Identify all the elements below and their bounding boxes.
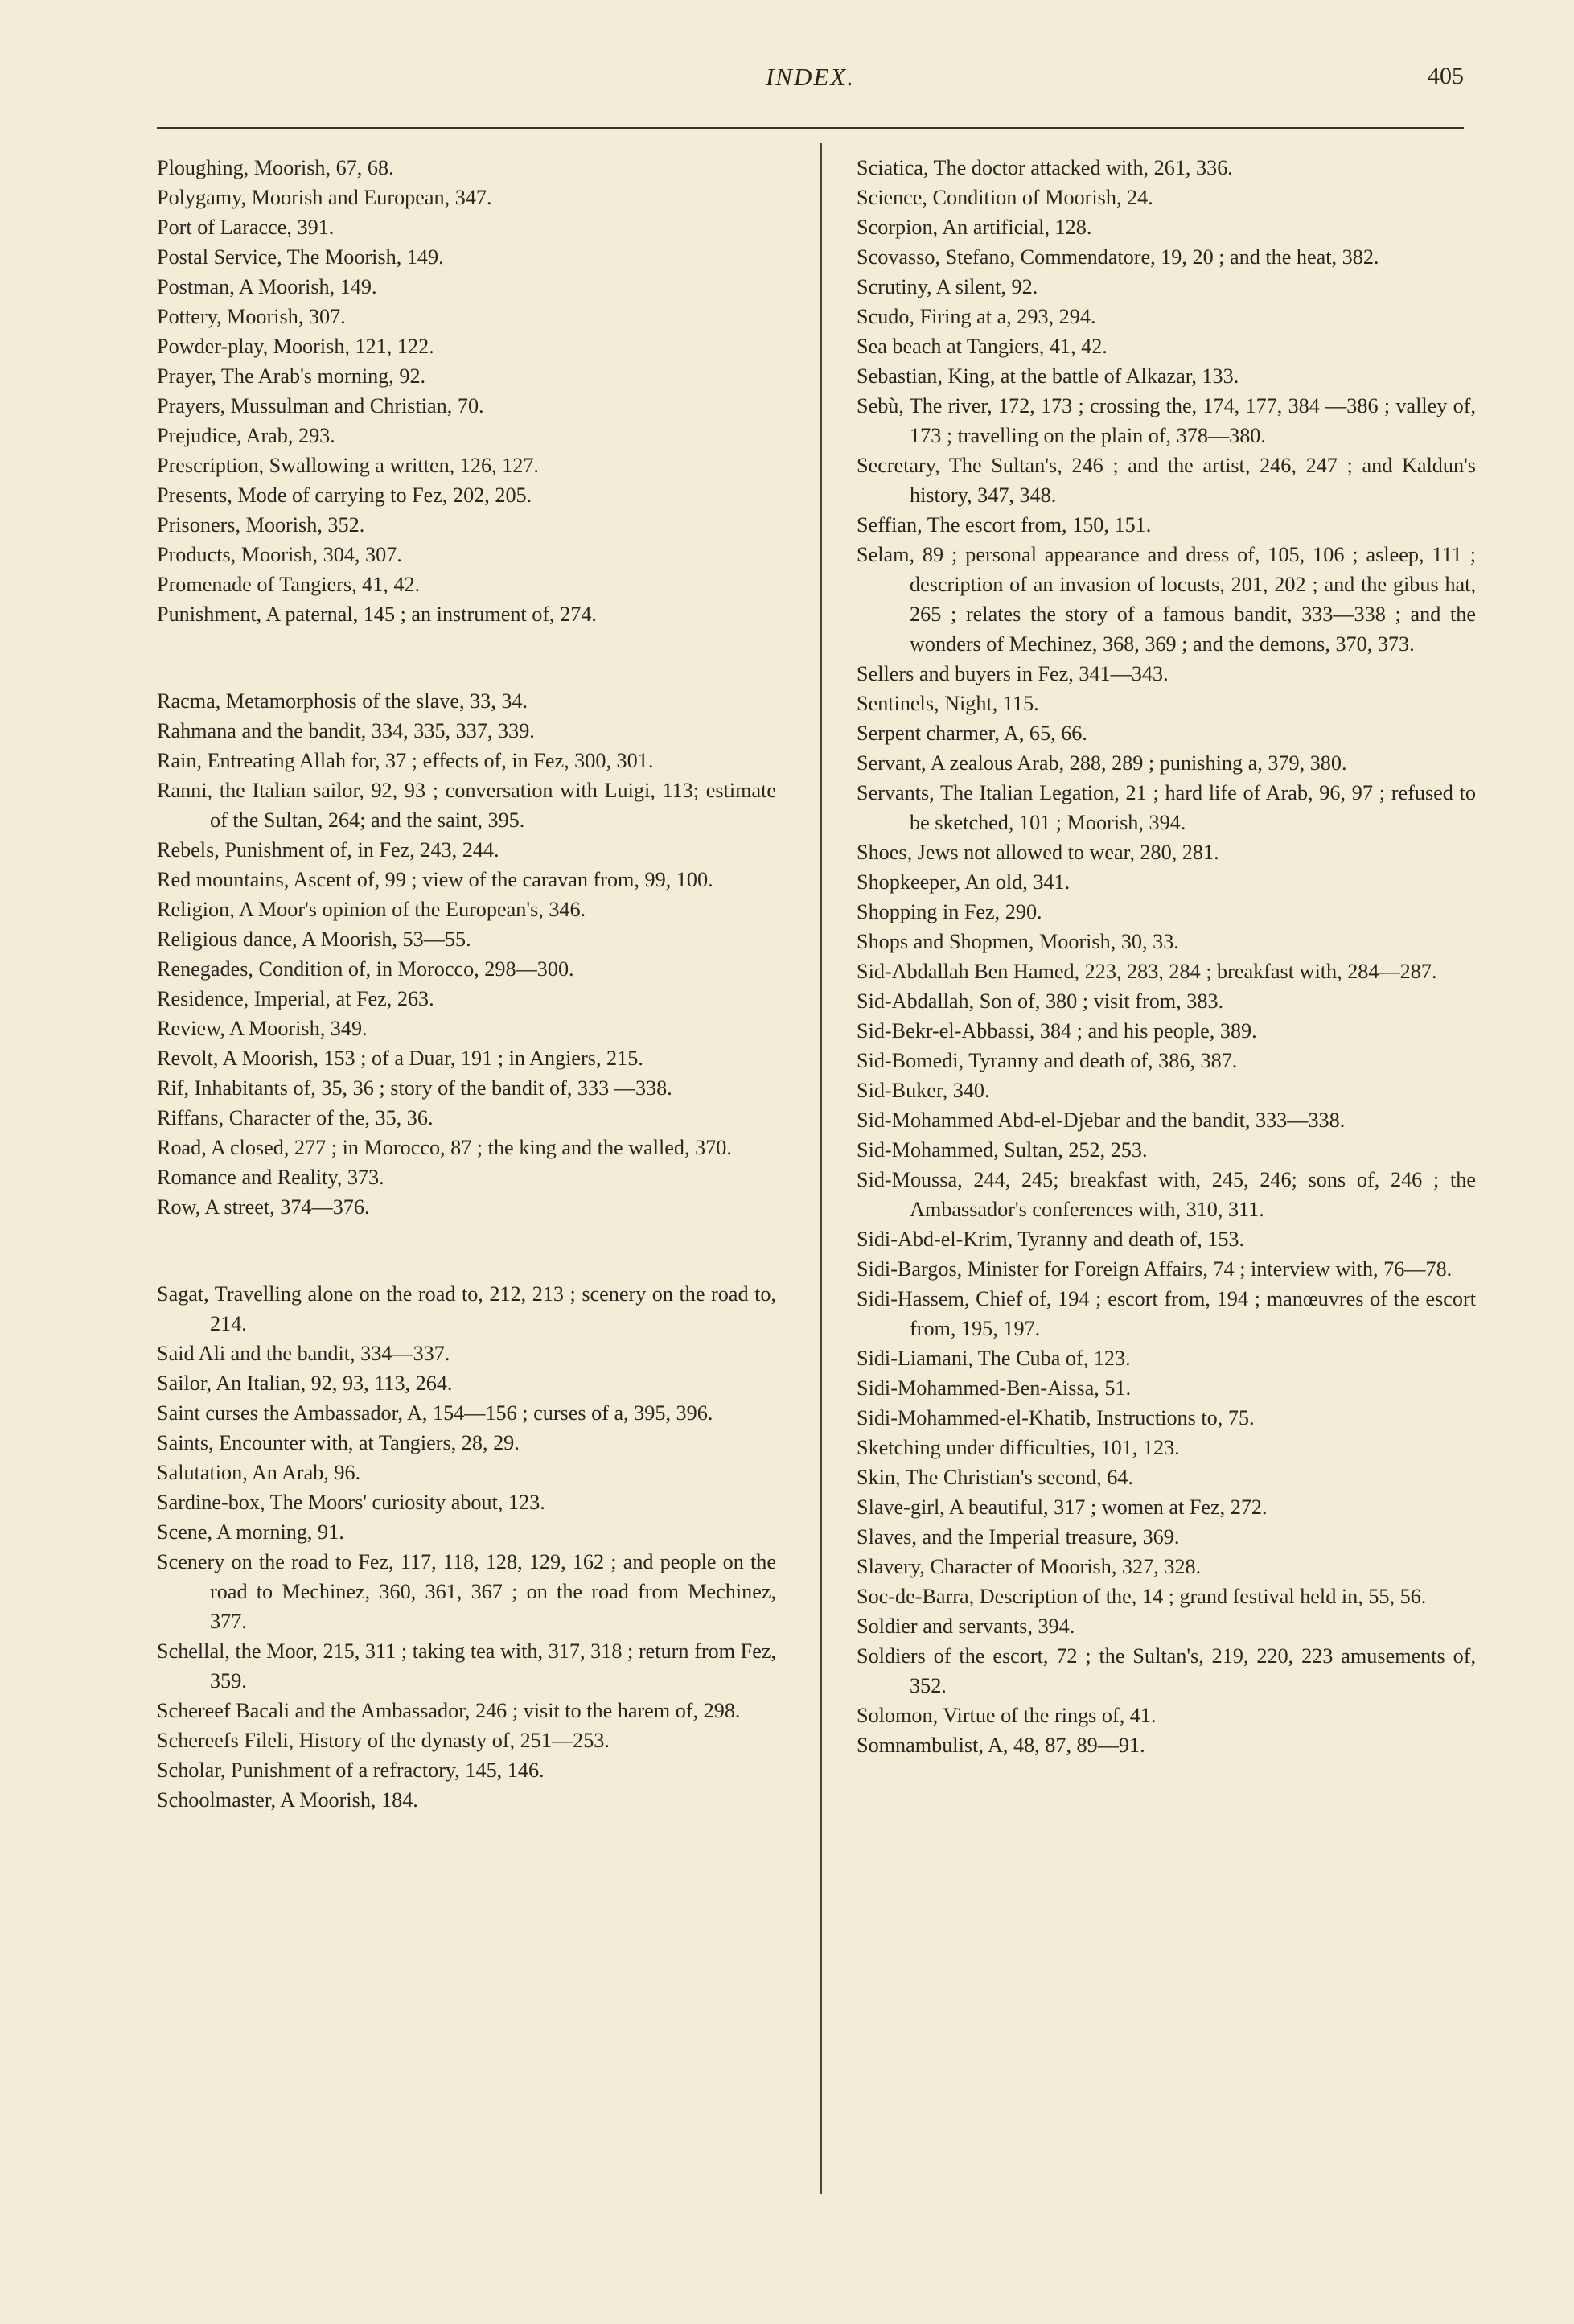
index-entry: Promenade of Tangiers, 41, 42. <box>157 573 421 596</box>
index-entry: Port of Laracce, 391. <box>157 216 335 239</box>
index-letter-group <box>157 686 776 1222</box>
index-entry: Prescription, Swallowing a written, 126, 127. <box>157 454 539 477</box>
index-column-right <box>857 153 1476 1760</box>
index-entry: Scenery on the road to Fez, 117, 118, 128, 129, 162 ; and people on the road to Mechinez, 360, 361, 367 ; on the road from Mechinez, 377. <box>157 1550 776 1633</box>
index-entry: Sid-Mohammed Abd-el-Djebar and the bandit, 333—338. <box>857 1109 1346 1132</box>
index-entry: Solomon, Virtue of the rings of, 41. <box>857 1704 1157 1727</box>
index-entry: Prisoners, Moorish, 352. <box>157 513 365 537</box>
index-entry: Slavery, Character of Moorish, 327, 328. <box>857 1555 1202 1578</box>
index-entry: Prayers, Mussulman and Christian, 70. <box>157 394 484 417</box>
index-entry: Religious dance, A Moorish, 53—55. <box>157 928 471 951</box>
index-entry: Sid-Moussa, 244, 245; breakfast with, 245, 246; sons of, 246 ; the Ambassador's conferences with, 310, 311. <box>857 1168 1476 1221</box>
index-column-left <box>157 153 776 1815</box>
index-entry: Renegades, Condition of, in Morocco, 298—300. <box>157 957 574 981</box>
index-entry: Scudo, Firing at a, 293, 294. <box>857 305 1096 328</box>
index-entry: Soc-de-Barra, Description of the, 14 ; grand festival held in, 55, 56. <box>857 1585 1427 1608</box>
index-entry: Seffian, The escort from, 150, 151. <box>857 513 1152 537</box>
index-entry: Revolt, A Moorish, 153 ; of a Duar, 191 ; in Angiers, 215. <box>157 1047 643 1070</box>
header-rule <box>157 127 1464 129</box>
index-entry: Ploughing, Moorish, 67, 68. <box>157 156 394 179</box>
index-entry: Serpent charmer, A, 65, 66. <box>857 722 1087 745</box>
index-entry: Sagat, Travelling alone on the road to, 212, 213 ; scenery on the road to, 214. <box>157 1282 776 1335</box>
index-entry: Schereef Bacali and the Ambassador, 246 ; visit to the harem of, 298. <box>157 1699 741 1722</box>
index-entry: Said Ali and the bandit, 334—337. <box>157 1342 450 1365</box>
index-entry: Sidi-Hassem, Chief of, 194 ; escort from, 194 ; manœuvres of the escort from, 195, 197. <box>857 1287 1476 1340</box>
index-entry: Review, A Moorish, 349. <box>157 1017 368 1040</box>
index-entry: Servant, A zealous Arab, 288, 289 ; punishing a, 379, 380. <box>857 751 1347 775</box>
index-entry: Rif, Inhabitants of, 35, 36 ; story of the bandit of, 333 —338. <box>157 1076 672 1100</box>
index-entry: Sentinels, Night, 115. <box>857 692 1039 715</box>
index-entry: Presents, Mode of carrying to Fez, 202, 205. <box>157 483 532 507</box>
index-entry: Residence, Imperial, at Fez, 263. <box>157 987 434 1010</box>
index-entry: Servants, The Italian Legation, 21 ; hard life of Arab, 96, 97 ; refused to be sketched, 101 ; Moorish, 394. <box>857 781 1476 834</box>
index-entry: Sciatica, The doctor attacked with, 261, 336. <box>857 156 1233 179</box>
index-entry: Red mountains, Ascent of, 99 ; view of the caravan from, 99, 100. <box>157 868 713 891</box>
index-entry: Sid-Buker, 340. <box>857 1079 990 1102</box>
index-entry: Prejudice, Arab, 293. <box>157 424 335 447</box>
index-entry: Products, Moorish, 304, 307. <box>157 543 402 566</box>
index-entry: Sid-Mohammed, Sultan, 252, 253. <box>857 1138 1148 1162</box>
index-entry: Sardine-box, The Moors' curiosity about, 123. <box>157 1491 545 1514</box>
index-entry: Polygamy, Moorish and European, 347. <box>157 186 492 209</box>
page-number: 405 <box>1428 63 1464 89</box>
index-letter-group <box>857 153 1476 1760</box>
index-entry: Saints, Encounter with, at Tangiers, 28, 29. <box>157 1431 520 1454</box>
index-entry: Road, A closed, 277 ; in Morocco, 87 ; the king and the walled, 370. <box>157 1136 732 1159</box>
index-entry: Riffans, Character of the, 35, 36. <box>157 1106 434 1129</box>
index-entry: Selam, 89 ; personal appearance and dress of, 105, 106 ; asleep, 111 ; description of an invasion of locusts, 201, 202 ; and the gibus hat, 265 ; relates the story of a famous bandit, 333—338 ; and the wonders of Mechinez, 368, 369 ; and the demons, 370, 373. <box>857 543 1476 656</box>
index-entry: Ranni, the Italian sailor, 92, 93 ; conversation with Luigi, 113; estimate of the Sultan, 264; and the saint, 395. <box>157 779 776 832</box>
index-entry: Rahmana and the bandit, 334, 335, 337, 339. <box>157 719 535 742</box>
index-entry: Sidi-Liamani, The Cuba of, 123. <box>857 1347 1131 1370</box>
index-entry: Shoes, Jews not allowed to wear, 280, 281. <box>857 841 1219 864</box>
running-title: INDEX. <box>765 63 855 91</box>
index-entry: Sid-Abdallah, Son of, 380 ; visit from, 383. <box>857 989 1224 1013</box>
index-entry: Slaves, and the Imperial treasure, 369. <box>857 1525 1180 1549</box>
index-entry: Rebels, Punishment of, in Fez, 243, 244. <box>157 838 499 862</box>
index-entry: Skin, The Christian's second, 64. <box>857 1466 1133 1489</box>
index-entry: Sellers and buyers in Fez, 341—343. <box>857 662 1169 685</box>
index-entry: Secretary, The Sultan's, 246 ; and the artist, 246, 247 ; and Kaldun's history, 347, 348. <box>857 454 1476 507</box>
index-entry: Romance and Reality, 373. <box>157 1166 384 1189</box>
index-entry: Scene, A morning, 91. <box>157 1520 344 1544</box>
index-entry: Sid-Bomedi, Tyranny and death of, 386, 387. <box>857 1049 1238 1072</box>
index-entry: Scrutiny, A silent, 92. <box>857 275 1038 298</box>
index-entry: Sid-Abdallah Ben Hamed, 223, 283, 284 ; breakfast with, 284—287. <box>857 960 1437 983</box>
index-entry: Shopping in Fez, 290. <box>857 900 1042 923</box>
index-entry: Punishment, A paternal, 145 ; an instrument of, 274. <box>157 603 597 626</box>
index-entry: Pottery, Moorish, 307. <box>157 305 346 328</box>
index-entry: Soldiers of the escort, 72 ; the Sultan's, 219, 220, 223 amusements of, 352. <box>857 1644 1476 1697</box>
column-divider <box>820 143 822 2194</box>
index-entry: Science, Condition of Moorish, 24. <box>857 186 1153 209</box>
index-entry: Sidi-Bargos, Minister for Foreign Affairs, 74 ; interview with, 76—78. <box>857 1257 1453 1281</box>
index-entry: Postman, A Moorish, 149. <box>157 275 377 298</box>
index-entry: Powder-play, Moorish, 121, 122. <box>157 335 434 358</box>
index-entry: Schoolmaster, A Moorish, 184. <box>157 1788 418 1812</box>
index-entry: Sidi-Mohammed-el-Khatib, Instructions to, 75. <box>857 1406 1255 1429</box>
index-entry: Slave-girl, A beautiful, 317 ; women at Fez, 272. <box>857 1495 1268 1519</box>
index-entry: Sebastian, King, at the battle of Alkazar, 133. <box>857 364 1239 388</box>
index-entry: Sebù, The river, 172, 173 ; crossing the, 174, 177, 384 —386 ; valley of, 173 ; travelling on the plain of, 378—380. <box>857 394 1476 447</box>
index-entry: Row, A street, 374—376. <box>157 1195 370 1219</box>
index-entry: Postal Service, The Moorish, 149. <box>157 245 444 269</box>
index-letter-group <box>157 153 776 629</box>
index-entry: Shopkeeper, An old, 341. <box>857 870 1071 894</box>
index-entry: Sea beach at Tangiers, 41, 42. <box>857 335 1108 358</box>
page-header <box>157 63 1464 111</box>
index-entry: Schellal, the Moor, 215, 311 ; taking tea with, 317, 318 ; return from Fez, 359. <box>157 1639 776 1693</box>
index-entry: Sailor, An Italian, 92, 93, 113, 264. <box>157 1372 453 1395</box>
index-entry: Religion, A Moor's opinion of the European's, 346. <box>157 898 586 921</box>
index-entry: Sidi-Abd-el-Krim, Tyranny and death of, 153. <box>857 1228 1245 1251</box>
index-entry: Schereefs Fileli, History of the dynasty of, 251—253. <box>157 1729 610 1752</box>
index-entry: Scovasso, Stefano, Commendatore, 19, 20 ; and the heat, 382. <box>857 245 1379 269</box>
index-entry: Racma, Metamorphosis of the slave, 33, 34. <box>157 689 528 713</box>
index-entry: Sidi-Mohammed-Ben-Aissa, 51. <box>857 1376 1132 1400</box>
index-entry: Sid-Bekr-el-Abbassi, 384 ; and his people, 389. <box>857 1019 1257 1043</box>
index-entry: Shops and Shopmen, Moorish, 30, 33. <box>857 930 1179 953</box>
index-letter-group <box>157 1279 776 1815</box>
index-entry: Sketching under difficulties, 101, 123. <box>857 1436 1180 1459</box>
index-entry: Rain, Entreating Allah for, 37 ; effects of, in Fez, 300, 301. <box>157 749 654 772</box>
index-entry: Somnambulist, A, 48, 87, 89—91. <box>857 1734 1145 1757</box>
index-entry: Soldier and servants, 394. <box>857 1614 1075 1638</box>
index-entry: Salutation, An Arab, 96. <box>157 1461 361 1484</box>
index-entry: Scorpion, An artificial, 128. <box>857 216 1092 239</box>
index-entry: Prayer, The Arab's morning, 92. <box>157 364 426 388</box>
index-entry: Scholar, Punishment of a refractory, 145, 146. <box>157 1758 545 1782</box>
index-entry: Saint curses the Ambassador, A, 154—156 ; curses of a, 395, 396. <box>157 1401 713 1425</box>
